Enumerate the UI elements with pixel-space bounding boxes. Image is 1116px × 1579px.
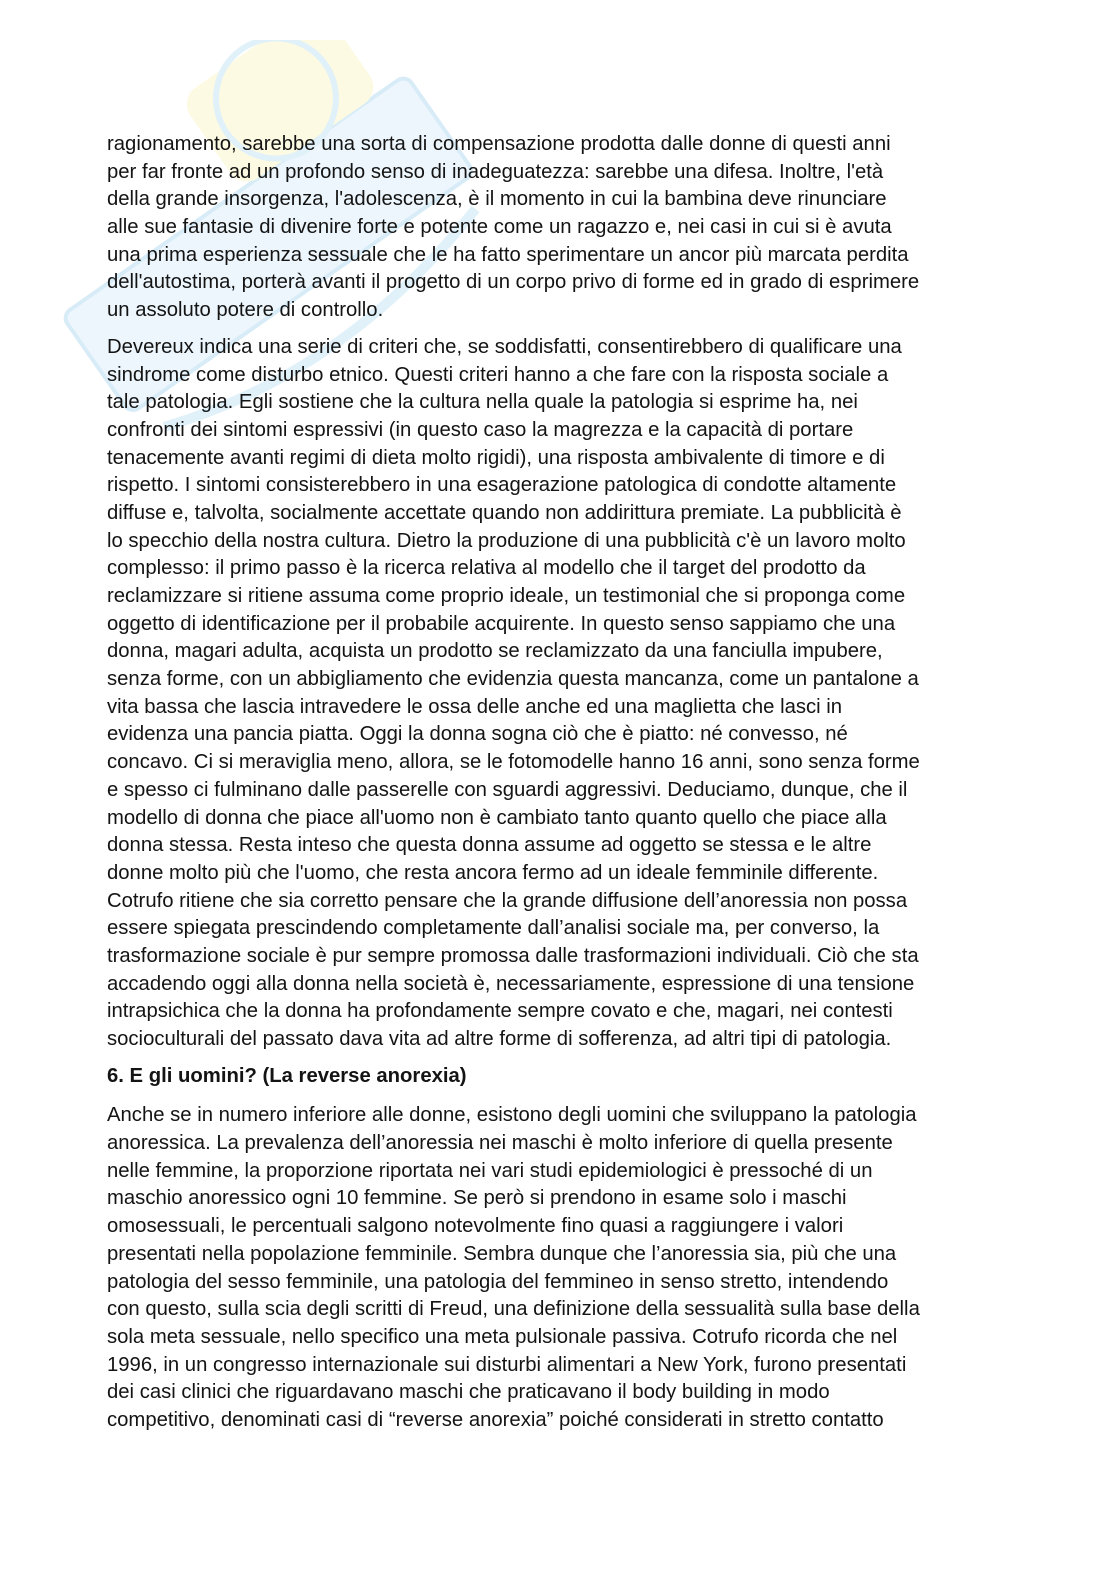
text-line: maschio anoressico ogni 10 femmine. Se però si prendono in esame solo i maschi xyxy=(107,1187,847,1210)
text-line: Devereux indica una serie di criteri che, se soddisfatti, consentirebbero di qualificare una xyxy=(107,335,902,358)
text-line: sindrome come disturbo etnico. Questi criteri hanno a che fare con la risposta sociale a xyxy=(107,363,889,386)
text-line: omosessuali, le percentuali salgono notevolmente fino quasi a raggiungere i valori xyxy=(107,1215,844,1238)
text-line: tale patologia. Egli sostiene che la cultura nella quale la patologia si esprime ha, nei xyxy=(107,391,858,414)
paragraph-reverse-anorexia xyxy=(107,1102,1007,1434)
text-line: della grande insorgenza, l'adolescenza, è il momento in cui la bambina deve rinunciare xyxy=(107,188,887,211)
text-line: senza forme, con un abbigliamento che evidenzia questa mancanza, come un pantalone a xyxy=(107,668,919,691)
text-line: lo specchio della nostra cultura. Dietro la produzione di una pubblicità c'è un lavoro molto xyxy=(107,529,906,552)
text-line: Anche se in numero inferiore alle donne, esistono degli uomini che sviluppano la patologia xyxy=(107,1104,917,1127)
text-line: con questo, sulla scia degli scritti di Freud, una definizione della sessualità sulla base della xyxy=(107,1298,920,1321)
text-line: un assoluto potere di controllo. xyxy=(107,299,384,322)
text-line: e spesso ci fulminano dalle passerelle con sguardi aggressivi. Deduciamo, dunque, che il xyxy=(107,778,908,801)
paragraph-devereux xyxy=(107,334,1007,1054)
text-line: confronti dei sintomi espressivi (in questo caso la magrezza e la capacità di portare xyxy=(107,418,854,441)
text-line: nelle femmine, la proporzione riportata nei vari studi epidemiologici è pressoché di un xyxy=(107,1159,873,1182)
text-line: socioculturali del passato dava vita ad altre forme di sofferenza, ad altri tipi di patologia. xyxy=(107,1028,892,1050)
text-line: dell'autostima, porterà avanti il progetto di un corpo privo di forme ed in grado di esprimere xyxy=(107,271,920,294)
text-line: Cotrufo ritiene che sia corretto pensare che la grande diffusione dell’anoressia non possa xyxy=(107,889,908,912)
text-line: rispetto. I sintomi consisterebbero in una esagerazione patologica di condotte altamente xyxy=(107,474,897,497)
text-line: donna, magari adulta, acquista un prodotto se reclamizzato da una fanciulla impubere, xyxy=(107,640,883,663)
text-line: trasformazione sociale è pur sempre promossa dalle trasformazioni individuali. Ciò che sta xyxy=(107,944,919,967)
text-line: per far fronte ad un profondo senso di inadeguatezza: sarebbe una difesa. Inoltre, l'età xyxy=(107,160,884,183)
text-line: una prima esperienza sessuale che le ha fatto sperimentare un ancor più marcata perdita xyxy=(107,243,909,266)
text-line: concavo. Ci si meraviglia meno, allora, se le fotomodelle hanno 16 anni, sono senza forme xyxy=(107,751,920,774)
text-line: anoressica. La prevalenza dell’anoressia nei maschi è molto inferiore di quella presente xyxy=(107,1132,893,1155)
text-line: vita bassa che lascia intravedere le ossa delle anche ed una maglietta che lasci in xyxy=(107,695,843,718)
text-line: essere spiegata prescindendo completamente dall’analisi sociale ma, per converso, la xyxy=(107,917,880,940)
text-line: complesso: il primo passo è la ricerca relativa al modello che il target del prodotto da xyxy=(107,557,866,580)
text-line: ragionamento, sarebbe una sorta di compensazione prodotta dalle donne di questi anni xyxy=(107,133,891,155)
text-line: diffuse e, talvolta, socialmente accettate quando non addirittura premiate. La pubblicità è xyxy=(107,501,902,524)
text-line: patologia del sesso femminile, una patologia del femmineo in senso stretto, intendendo xyxy=(107,1270,889,1293)
text-line: dei casi clinici che riguardavano maschi che praticavano il body building in modo xyxy=(107,1381,830,1404)
text-line: accadendo oggi alla donna nella società è, necessariamente, espressione di una tensione xyxy=(107,972,915,995)
text-line: evidenza una pancia piatta. Oggi la donna sogna ciò che è piatto: né convesso, né xyxy=(107,723,848,746)
text-line: competitivo, denominati casi di “reverse anorexia” poiché considerati in stretto contatto xyxy=(107,1408,884,1431)
text-line: donna stessa. Resta inteso che questa donna assume ad oggetto se stessa e le altre xyxy=(107,834,872,857)
text-line: reclamizzare si ritiene assuma come proprio ideale, un testimonial che si proponga come xyxy=(107,585,906,607)
section-heading: 6. E gli uomini? (La reverse anorexia) xyxy=(107,1064,467,1087)
text-line: presentati nella popolazione femminile. Sembra dunque che l’anoressia sia, più che una xyxy=(107,1242,897,1265)
text-line: tenacemente avanti regimi di dieta molto rigidi), una risposta ambivalente di timore e di xyxy=(107,446,885,469)
text-line: intrapsichica che la donna ha profondamente sempre covato e che, magari, nei contesti xyxy=(107,1000,893,1023)
text-line: donne molto più che l'uomo, che resta ancora fermo ad un ideale femminile differente. xyxy=(107,861,879,884)
text-line: sola meta sessuale, nello specifico una meta pulsionale passiva. Cotrufo ricorda che nel xyxy=(107,1325,898,1348)
paragraph-intro-continuation xyxy=(107,131,1007,325)
text-line: alle sue fantasie di divenire forte e potente come un ragazzo e, nei casi in cui si è avuta xyxy=(107,216,892,239)
document-body xyxy=(107,131,1007,1444)
text-line: oggetto di identificazione per il probabile acquirente. In questo senso sappiamo che una xyxy=(107,612,896,635)
text-line: 1996, in un congresso internazionale sui disturbi alimentari a New York, furono presentati xyxy=(107,1353,907,1376)
text-line: modello di donna che piace all'uomo non è cambiato tanto quanto quello che piace alla xyxy=(107,806,887,829)
